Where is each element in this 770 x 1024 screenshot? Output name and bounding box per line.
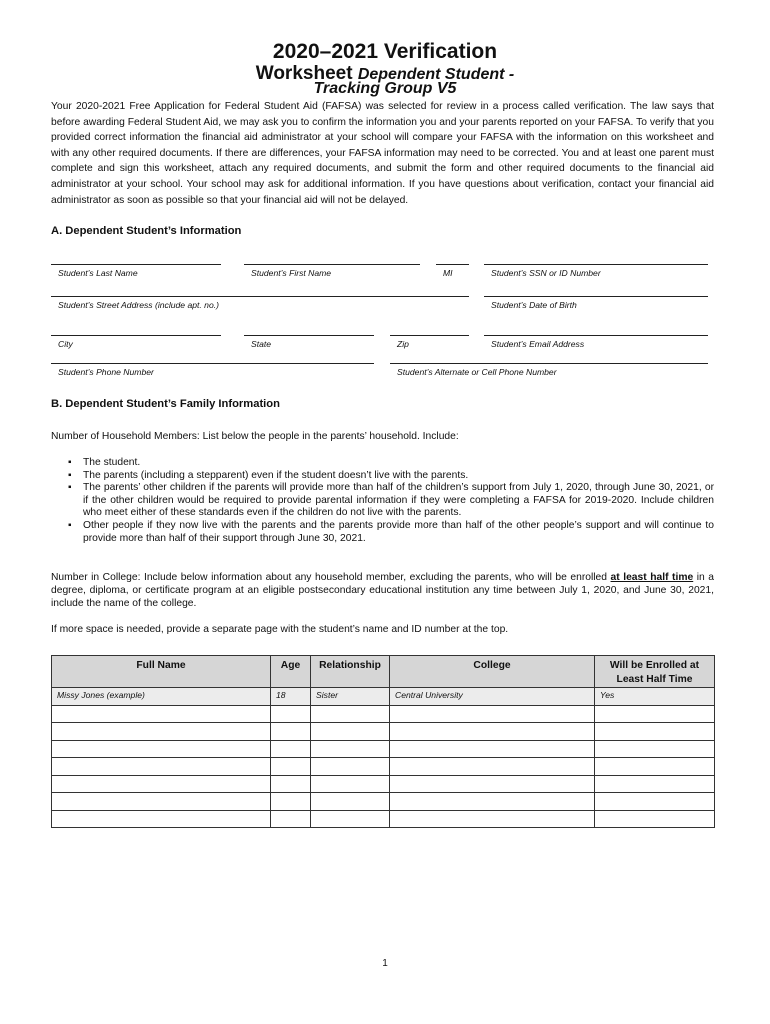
list-item: ▪ The student.	[67, 457, 714, 470]
cell-college[interactable]	[390, 810, 595, 828]
section-b-heading: B. Dependent Student’s Family Information	[51, 398, 280, 410]
cell-enrolled[interactable]	[595, 810, 715, 828]
cell-full-name[interactable]	[52, 810, 271, 828]
cell-relationship[interactable]	[311, 723, 390, 741]
last-name-field[interactable]: Student’s Last Name	[51, 264, 221, 278]
cell-enrolled[interactable]	[595, 705, 715, 723]
cell-college[interactable]	[390, 723, 595, 741]
table-row[interactable]	[52, 758, 715, 776]
cell-age[interactable]	[271, 723, 311, 741]
city-field[interactable]: City	[51, 335, 221, 349]
cell-age[interactable]	[271, 810, 311, 828]
household-intro: Number of Household Members: List below the people in the parents’ household. Include:	[51, 431, 459, 442]
list-item: ▪ The parents’ other children if the parents will provide more than half of the children’s support from July 1, 2020, through June 30, 2021, or if the other children would be required to provide parental information if they were completing a FAFSA for 2019-2020. Include children who meet either of these standards even if the children do not live with the parents.	[67, 482, 714, 520]
cell-college[interactable]	[390, 705, 595, 723]
header-age: Age	[271, 656, 311, 688]
cell-full-name[interactable]	[52, 758, 271, 776]
cell-relationship[interactable]	[311, 758, 390, 776]
table-row[interactable]	[52, 740, 715, 758]
cell-relationship[interactable]	[311, 775, 390, 793]
email-field[interactable]: Student’s Email Address	[484, 335, 708, 349]
cell-age[interactable]	[271, 705, 311, 723]
cell-age[interactable]	[271, 740, 311, 758]
list-item: ▪ The parents (including a stepparent) even if the student doesn’t live with the parents.	[67, 470, 714, 483]
state-field[interactable]: State	[244, 335, 374, 349]
college-table	[51, 655, 715, 828]
table-row[interactable]	[52, 793, 715, 811]
cell-enrolled[interactable]	[595, 793, 715, 811]
cell-full-name[interactable]	[52, 740, 271, 758]
middle-initial-field[interactable]: MI	[436, 264, 469, 278]
title-tracking-group: Tracking Group V5	[313, 80, 457, 97]
cell-relationship[interactable]	[311, 740, 390, 758]
college-text-part-2: in a degree, diploma, or certificate program at an eligible postsecondary educational institution any time between July 1, 2020, and June 30, 2021, include the name of the college.	[51, 572, 715, 609]
first-name-field[interactable]: Student’s First Name	[244, 264, 420, 278]
at-least-half-time: at least half time	[610, 572, 694, 583]
cell-age[interactable]	[271, 793, 311, 811]
table-header-row	[52, 656, 715, 688]
cell-college: Central University	[390, 688, 595, 706]
zip-field[interactable]: Zip	[390, 335, 469, 349]
title-line-1: 2020–2021 Verification	[272, 40, 498, 63]
table-row-example	[52, 688, 715, 706]
number-in-college-paragraph	[51, 571, 714, 610]
intro-paragraph: Your 2020-2021 Free Application for Federal Student Aid (FAFSA) was selected for review in a process called verification. The law says that before awarding Federal Student Aid, we may ask you to confirm the information you and your parents reported on your FAFSA. To verify that you provided correct information the financial aid administrator at your school will compare your FAFSA with the information on this worksheet and with any other required documents. If there are differences, your FAFSA information may need to be corrected. You and at least one parent must complete and sign this worksheet, attach any required documents, and submit the form and other required documents to the financial aid administrator at your school. Your school may ask for additional information. If you have questions about verification, contact your financial aid administrator as soon as possible so that your financial aid will not be delayed.	[51, 101, 714, 206]
cell-relationship[interactable]	[311, 810, 390, 828]
cell-full-name[interactable]	[52, 793, 271, 811]
cell-enrolled[interactable]	[595, 775, 715, 793]
cell-full-name: Missy Jones (example)	[52, 688, 271, 706]
cell-full-name[interactable]	[52, 723, 271, 741]
table-row[interactable]	[52, 705, 715, 723]
cell-college[interactable]	[390, 793, 595, 811]
section-a-heading: A. Dependent Student’s Information	[51, 225, 242, 237]
ssn-field[interactable]: Student’s SSN or ID Number	[484, 264, 708, 278]
college-text-part-1: Number in College: Include below information about any household member, excluding the parents, who will be enrolled	[51, 572, 608, 583]
title-worksheet: Worksheet	[255, 63, 353, 84]
cell-enrolled[interactable]	[595, 740, 715, 758]
phone-field[interactable]: Student’s Phone Number	[51, 363, 374, 377]
cell-full-name[interactable]	[52, 775, 271, 793]
header-enrolled: Will be Enrolled at Least Half Time	[595, 656, 715, 688]
page-number: 1	[382, 958, 388, 969]
title-dependent-student: Dependent Student -	[357, 66, 515, 83]
cell-enrolled[interactable]	[595, 723, 715, 741]
cell-age: 18	[271, 688, 311, 706]
table-row[interactable]	[52, 775, 715, 793]
header-relationship: Relationship	[311, 656, 390, 688]
street-address-field[interactable]: Student’s Street Address (include apt. no.)	[51, 296, 469, 310]
cell-age[interactable]	[271, 758, 311, 776]
cell-enrolled[interactable]	[595, 758, 715, 776]
household-bullet-list	[67, 457, 714, 545]
cell-age[interactable]	[271, 775, 311, 793]
table-row[interactable]	[52, 810, 715, 828]
header-college: College	[390, 656, 595, 688]
cell-relationship[interactable]	[311, 705, 390, 723]
cell-relationship: Sister	[311, 688, 390, 706]
cell-relationship[interactable]	[311, 793, 390, 811]
table-row[interactable]	[52, 723, 715, 741]
cell-full-name[interactable]	[52, 705, 271, 723]
more-space-note: If more space is needed, provide a separate page with the student’s name and ID number at the top.	[51, 624, 509, 635]
cell-college[interactable]	[390, 740, 595, 758]
header-full-name: Full Name	[52, 656, 271, 688]
cell-enrolled: Yes	[595, 688, 715, 706]
alt-phone-field[interactable]: Student’s Alternate or Cell Phone Number	[390, 363, 708, 377]
list-item: ▪ Other people if they now live with the parents and the parents provide more than half of the other people’s support and will continue to provide more than half of their support through June 30, 2021.	[67, 520, 714, 545]
cell-college[interactable]	[390, 775, 595, 793]
date-of-birth-field[interactable]: Student’s Date of Birth	[484, 296, 708, 310]
cell-college[interactable]	[390, 758, 595, 776]
